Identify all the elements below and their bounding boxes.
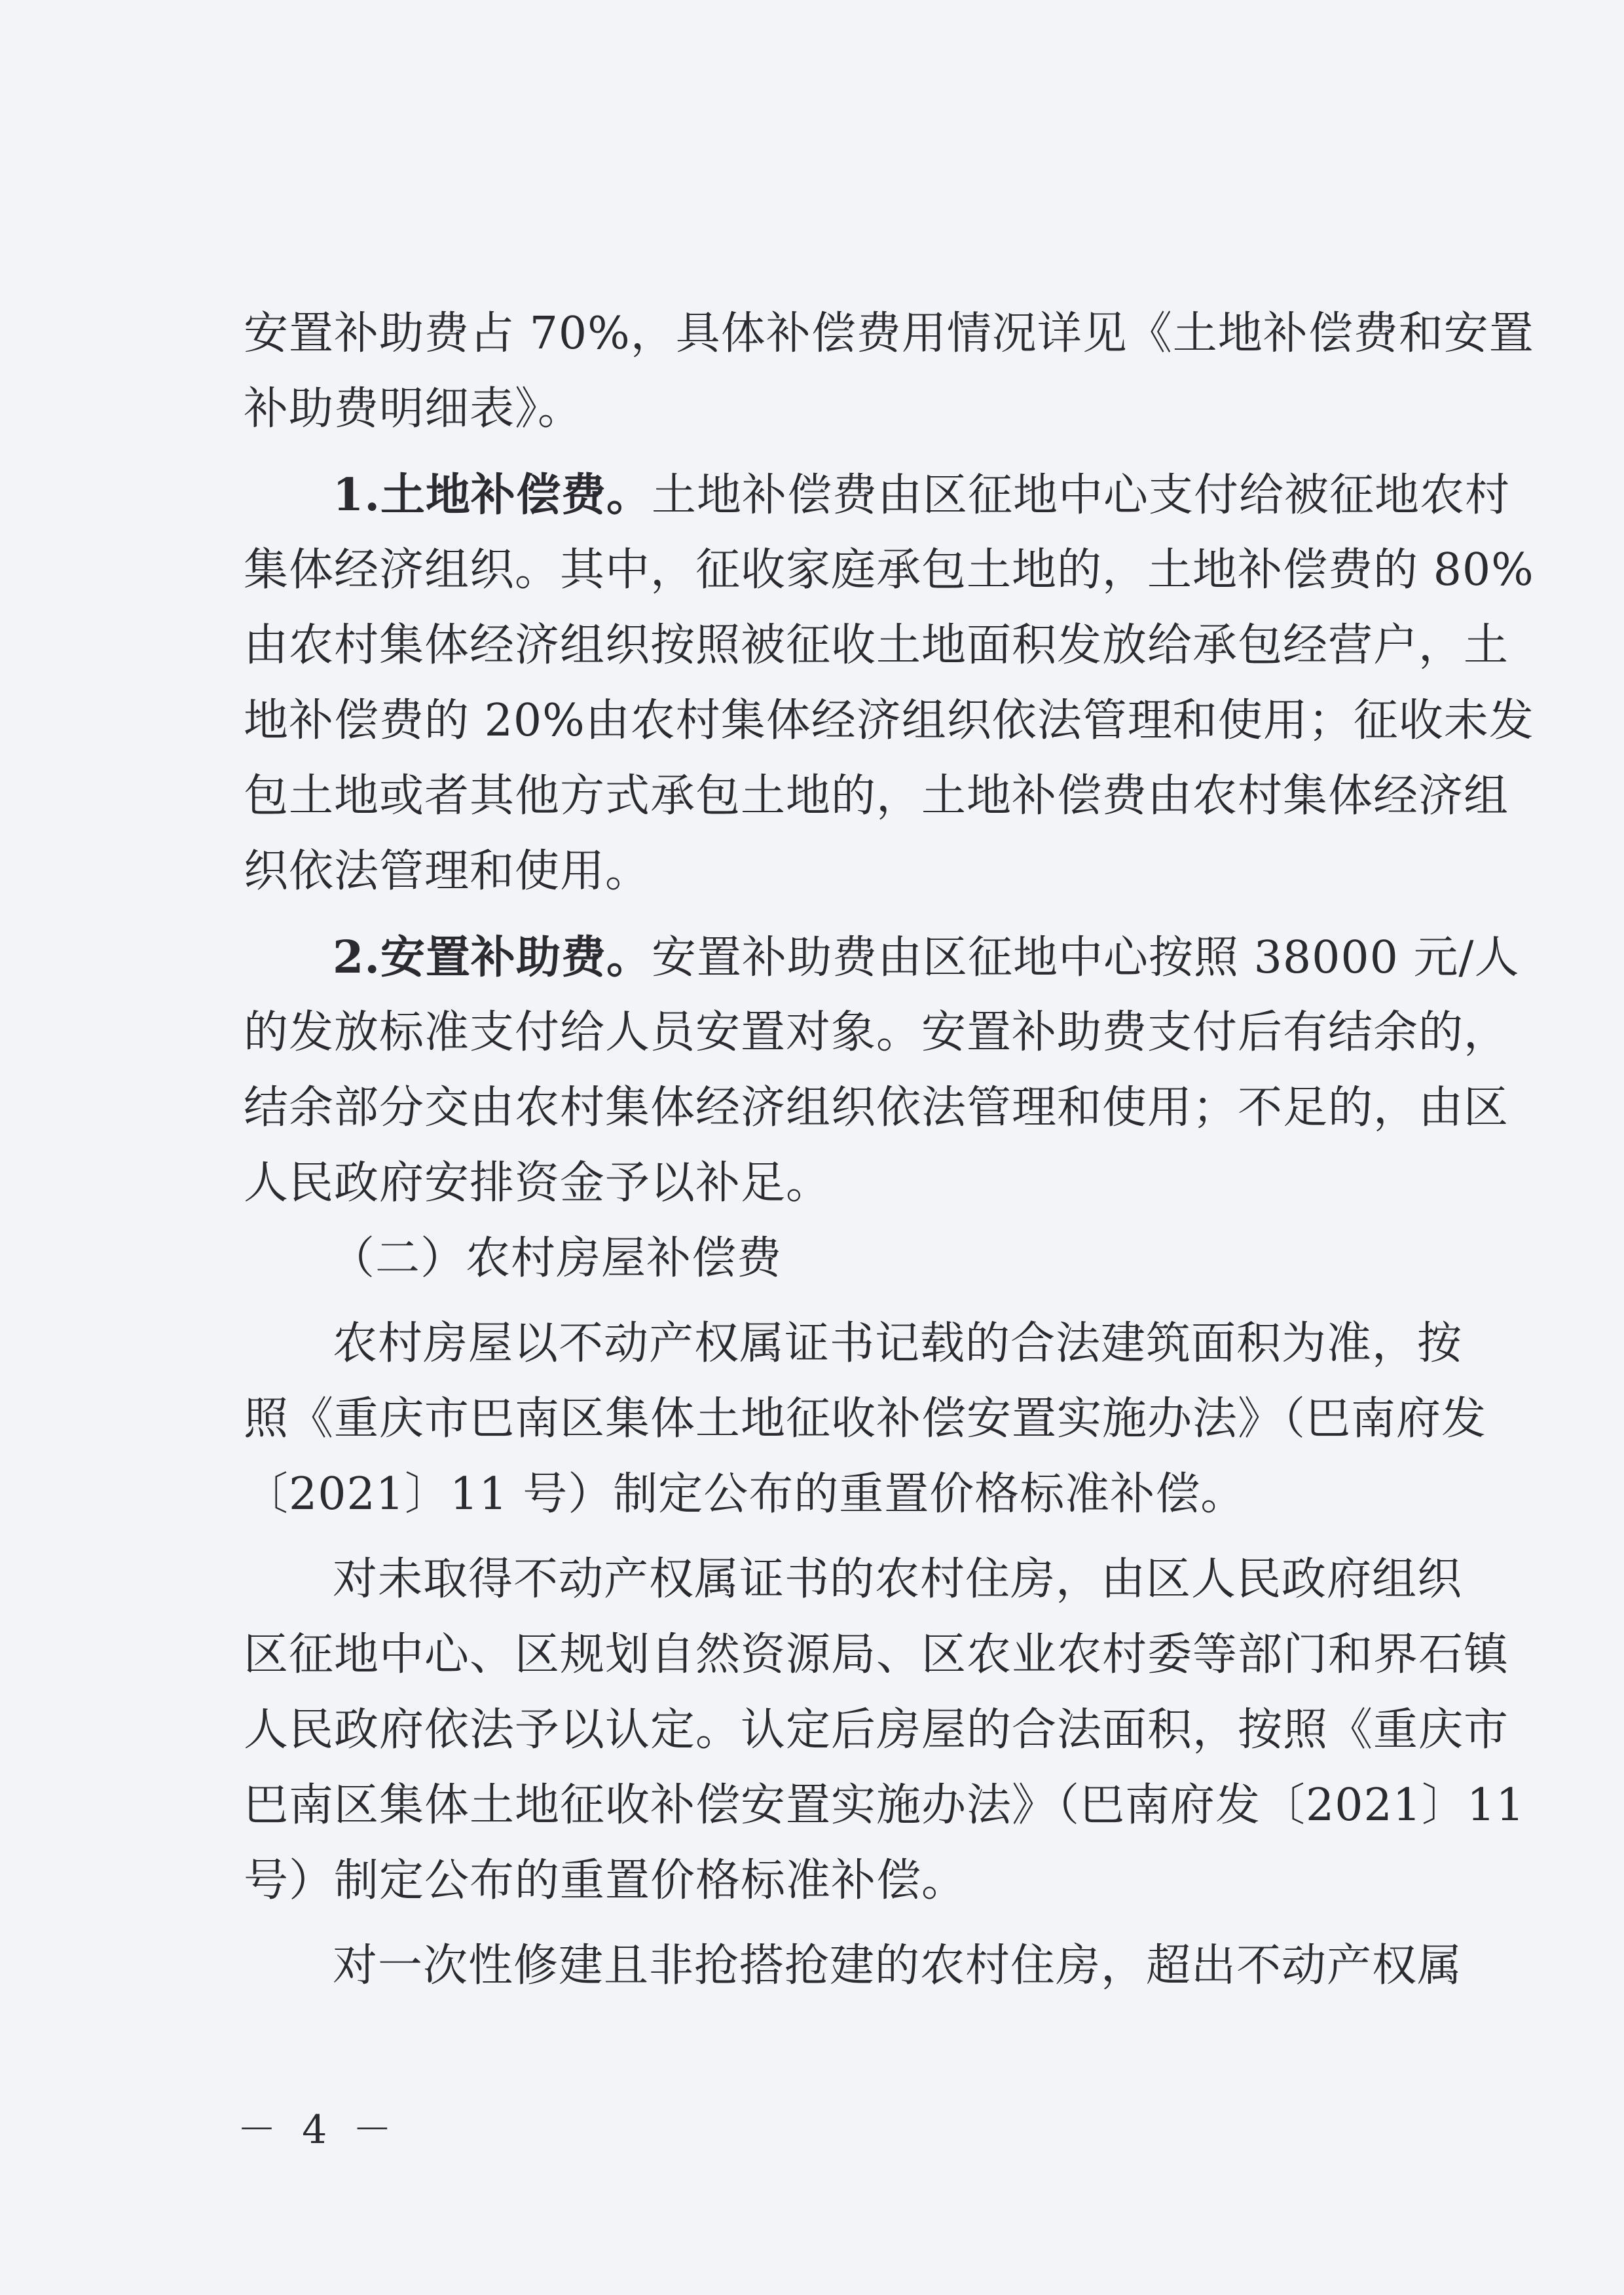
body-text: 安置补助费由区征地中心按照 38000 元/人 (652, 932, 1520, 984)
section-heading: 2.安置补助费。 (333, 931, 652, 984)
body-line: 由农村集体经济组织按照被征收土地面积发放给承包经营户，土 (244, 620, 1509, 671)
paragraph-land-compensation (333, 458, 1511, 532)
section-heading: 1.土地补偿费。 (333, 469, 652, 521)
body-line: 补助费明细表》。 (244, 383, 583, 435)
page-number: － 4 － (237, 2107, 399, 2153)
body-line: 集体经济组织。其中，征收家庭承包土地的，土地补偿费的 80% (244, 544, 1534, 596)
paragraph-resettlement-subsidy (333, 921, 1520, 994)
body-line: 号）制定公布的重置价格标准补偿。 (244, 1855, 967, 1907)
body-line: 地补偿费的 20%由农村集体经济组织依法管理和使用；征收未发 (244, 695, 1534, 747)
body-line: 照《重庆市巴南区集体土地征收补偿安置实施办法》（巴南府发 (244, 1393, 1487, 1445)
body-line: 对一次性修建且非抢搭抢建的农村住房，超出不动产权属 (333, 1940, 1463, 1992)
body-line: 安置补助费占 70%，具体补偿费用情况详见《土地补偿费和安置 (244, 308, 1534, 360)
body-line: 结余部分交由农村集体经济组织依法管理和使用；不足的，由区 (244, 1082, 1509, 1134)
body-text: 土地补偿费由区征地中心支付给被征地农村 (652, 470, 1511, 521)
body-line: 区征地中心、区规划自然资源局、区农业农村委等部门和界石镇 (244, 1629, 1509, 1681)
body-line: 人民政府依法予以认定。认定后房屋的合法面积，按照《重庆市 (244, 1704, 1509, 1756)
body-line: 包土地或者其他方式承包土地的，土地补偿费由农村集体经济组 (244, 770, 1509, 822)
body-line: 织依法管理和使用。 (244, 846, 651, 897)
body-line: 人民政府安排资金予以补足。 (244, 1157, 832, 1209)
subsection-heading: （二）农村房屋补偿费 (330, 1233, 783, 1284)
body-line: 〔2021〕11 号）制定公布的重置价格标准补偿。 (244, 1468, 1246, 1520)
body-line: 巴南区集体土地征收补偿安置实施办法》（巴南府发〔2021〕11 (244, 1780, 1525, 1831)
body-line: 农村房屋以不动产权属证书记载的合法建筑面积为准，按 (333, 1318, 1463, 1370)
body-line: 对未取得不动产权属证书的农村住房，由区人民政府组织 (333, 1554, 1463, 1605)
body-line: 的发放标准支付给人员安置对象。安置补助费支付后有结余的， (244, 1007, 1509, 1058)
